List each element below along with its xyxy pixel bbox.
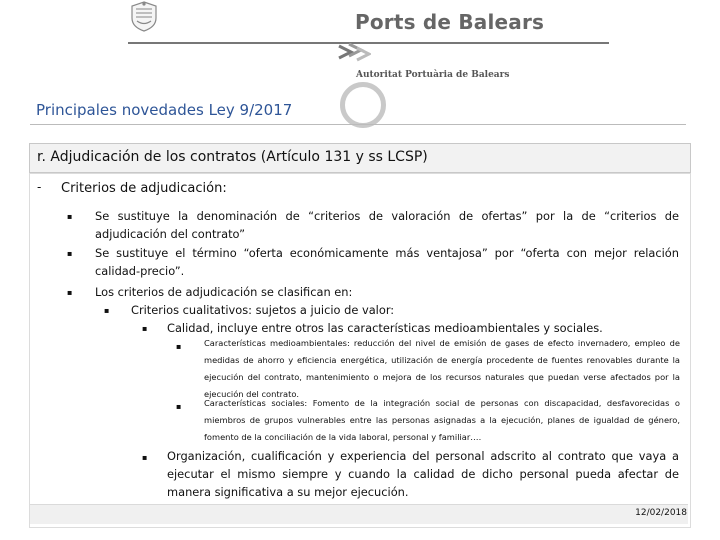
dash-marker: - <box>37 180 42 194</box>
section-divider <box>30 124 686 125</box>
bullet-marker: ▪ <box>142 324 148 333</box>
detail-item: Características medioambientales: reducción del nivel de emisión de gases de efecto invernadero, empleo de medidas de ahorro y eficiencia energética, utilización de energía procedente de fuentes renovables durante la ejecución del contrato, mantenimiento o mejora de los recursos naturales que puedan verse afectados por la ejecución del contrato. <box>204 338 680 399</box>
sub-bullet: Criterios cualitativos: sujetos a juicio de valor: <box>131 303 395 317</box>
authority-subtitle: Autoritat Portuària de Balears <box>356 70 510 80</box>
section-title: Principales novedades Ley 9/2017 <box>36 101 293 119</box>
bullet-marker: ▪ <box>104 306 110 315</box>
bullet-item: Se sustituye el término “oferta económicamente más ventajosa” por “oferta con mejor relación calidad-precio”. <box>95 246 679 278</box>
bullet-item: Se sustituye la denominación de “criterios de valoración de ofertas” por la de “criterios de adjudicación del contrato” <box>95 209 679 241</box>
bullet-item: Los criterios de adjudicación se clasifican en: <box>95 285 353 299</box>
bullet-marker: ▪ <box>67 288 73 297</box>
footer-bar <box>30 504 688 524</box>
last-bullet: Organización, cualificación y experiencia del personal adscrito al contrato que vaya a ejecutar el mismo siempre y cuando la calidad de dicho personal pueda afectar de manera significativa a su mejor ejecución. <box>167 449 679 499</box>
main-point: Criterios de adjudicación: <box>61 181 227 196</box>
brand-title: Ports de Balears <box>355 10 545 34</box>
bullet-marker: ▪ <box>176 402 182 411</box>
bullet-marker: ▪ <box>176 342 182 351</box>
bullet-marker: ▪ <box>67 212 73 221</box>
bullet-marker: ▪ <box>67 249 73 258</box>
bullet-marker: ▪ <box>142 453 148 462</box>
slide-title: r. Adjudicación de los contratos (Artículo 131 y ss LCSP) <box>37 149 428 165</box>
ports-wave-mark-icon <box>335 40 371 64</box>
ports-shield-icon <box>126 0 162 32</box>
detail-item: Características sociales: Fomento de la integración social de personas con discapacidad, desfavorecidas o miembros de grupos vulnerables entre las personas asignadas a la ejecución, planes de igualdad de género, fomento de la conciliación de la vida laboral, personal y familiar…. <box>204 398 680 442</box>
footer-date: 12/02/2018 <box>635 508 687 518</box>
ring-decoration-icon <box>340 82 386 128</box>
sub-sub-bullet: Calidad, incluye entre otros las características medioambientales y sociales. <box>167 321 603 335</box>
